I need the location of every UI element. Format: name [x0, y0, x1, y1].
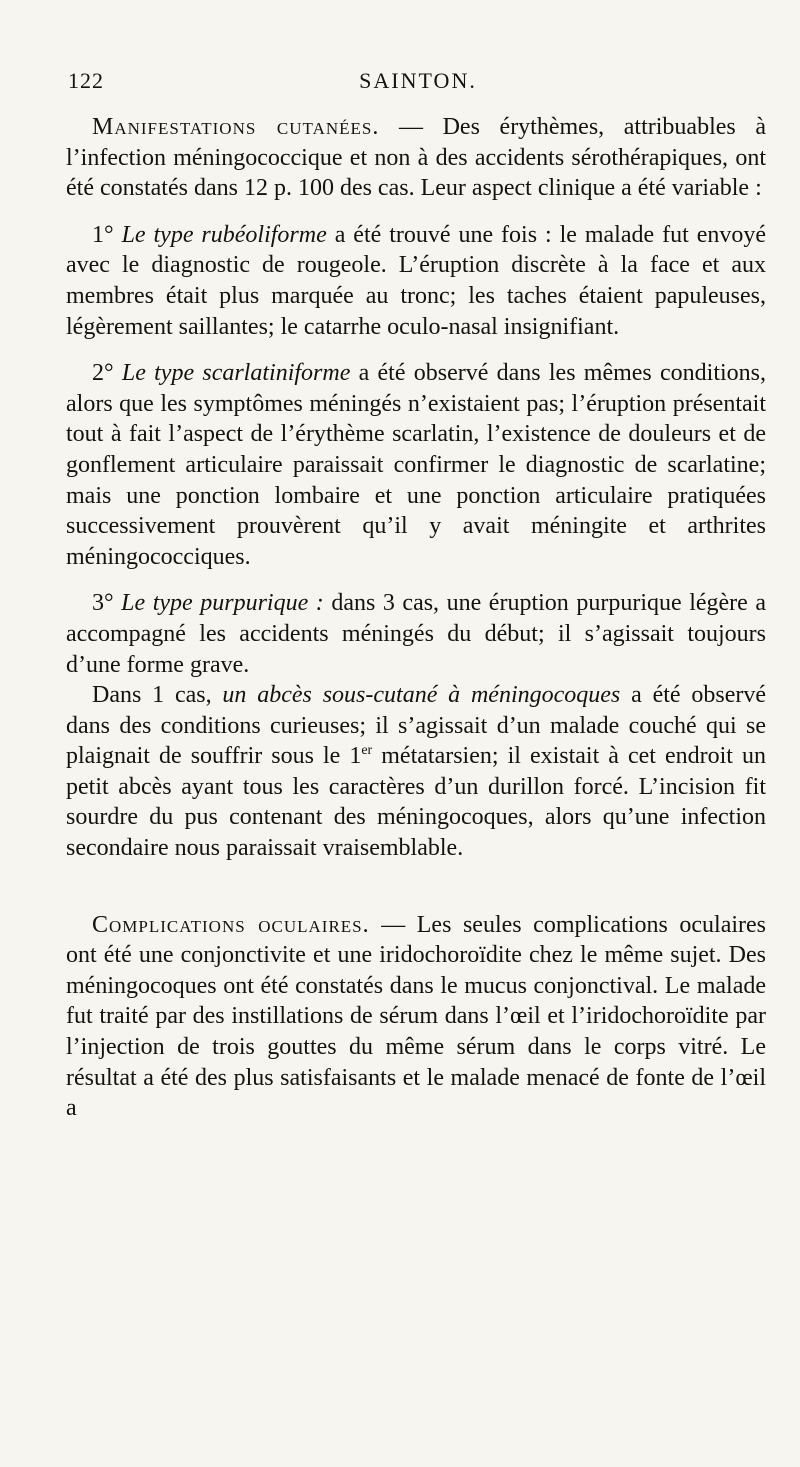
paragraph-lead: Dans 1 cas,: [92, 682, 223, 709]
item-number: 1°: [92, 221, 114, 248]
paragraph-text: — Les seules complications oculaires ont été une conjonctivite et une iridochoroïdite chez le même sujet. Des méningocoques ont été constatés dans le mucus conjonctival. Le malade fut traité par des instillations de sérum dans l’œil et l’iridochoroïdite par l’injection de trois gouttes du même sérum dans le corps vitré. Le résultat a été des plus satisfaisants et le malade menacé de fonte de l’œil a: [66, 911, 766, 1122]
paragraph-text: dans 3 cas, une éruption purpurique légère a accompagné les accidents méningés du début; il s’agissait toujours d’une forme grave.: [66, 590, 767, 678]
paragraph-complications-oculaires: [66, 910, 766, 1124]
paragraph-text: a été observé dans les mêmes conditions, alors que les symptômes méningés n’existaient pas; l’éruption présentait tout à fait l’aspect de l’érythème scarlatin, l’existence de douleurs et de gonflement articulaire paraissait confirmer le diagnostic de scarlatine; mais une ponction lombaire et une ponction articulaire pratiquées successivement prouvèrent qu’il y avait méningite et arthrites méningococciques.: [66, 360, 767, 570]
running-head: SAINTON.: [359, 68, 477, 93]
italic-term: un abcès sous-cutané à méningocoques: [222, 682, 621, 709]
paragraph-text: a été observé dans des conditions curieuses; il s’agissait d’un malade couché qui se plaignait de souffrir sous le 1: [66, 682, 766, 770]
paragraph-abces-sous-cutane: [66, 680, 766, 864]
section-heading: Complications oculaires.: [92, 911, 370, 938]
body-text: [66, 112, 766, 1124]
page-number: 122: [68, 68, 104, 93]
paragraph-text: — Des érythèmes, attribuables à l’infection méningococcique et non à des accidents sérothérapiques, ont été constatés dans 12 p. 100 des cas. Leur aspect clinique a été variable :: [66, 114, 767, 202]
paragraph-text: a été trouvé une fois : le malade fut envoyé avec le diagnostic de rougeole. L’éruption discrète à la face et aux membres était plus marquée au tronc; les taches étaient papuleuses, légèrement saillantes; le catarrhe oculo-nasal insignifiant.: [66, 221, 767, 340]
paragraph-manifestations-cutanees: [66, 112, 766, 204]
section-heading: Manifestations cutanées.: [92, 114, 380, 140]
paragraph-type-purpurique: [66, 588, 766, 680]
item-number: 3°: [92, 590, 114, 617]
paragraph-type-rubeoliforme: [66, 220, 766, 342]
italic-term: Le type rubéoliforme: [121, 221, 327, 248]
item-number: 2°: [92, 360, 114, 387]
italic-term: Le type purpurique :: [121, 590, 324, 617]
page-header: [68, 68, 768, 98]
paragraph-text-continued: métatarsien; il existait à cet endroit un petit abcès ayant tous les caractères d’un durillon forcé. L’incision fit sourdre du pus contenant des méningocoques, alors qu’une infection secondaire nous paraissait vraisemblable.: [66, 743, 767, 862]
ordinal-superscript: er: [361, 743, 373, 759]
paragraph-type-scarlatiniforme: [66, 358, 766, 572]
italic-term: Le type scarlatiniforme: [121, 360, 351, 387]
